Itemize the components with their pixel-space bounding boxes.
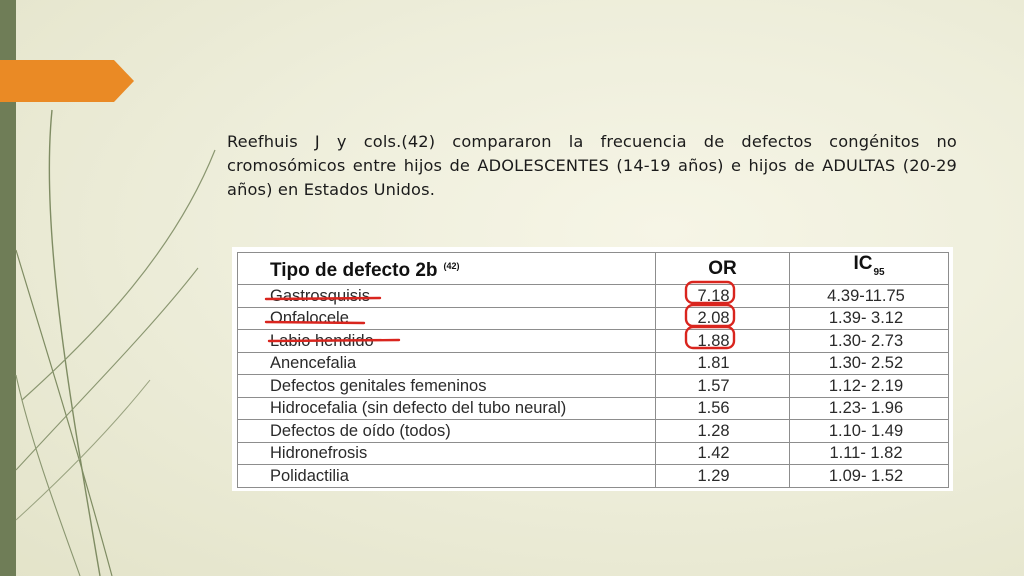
cell-ic: 1.10- 1.49 — [790, 420, 949, 443]
cell-or: 7.18 — [656, 285, 790, 308]
header-ic-label: IC — [853, 253, 873, 274]
cell-or: 2.08 — [656, 307, 790, 330]
cell-tipo: Hidrocefalia (sin defecto del tubo neural) — [238, 397, 656, 420]
cell-ic: 4.39-11.75 — [790, 285, 949, 308]
table-row — [238, 307, 949, 330]
table-row — [238, 465, 949, 488]
cell-ic: 1.23- 1.96 — [790, 397, 949, 420]
table-row — [238, 397, 949, 420]
cell-tipo: Labio hendido — [238, 330, 656, 353]
cell-tipo: Gastrosquisis — [238, 285, 656, 308]
defects-table — [237, 252, 949, 488]
table-row — [238, 375, 949, 398]
table-row — [238, 330, 949, 353]
header-tipo-label: Tipo de defecto 2b — [270, 260, 438, 281]
header-ic — [790, 253, 949, 285]
table-row — [238, 352, 949, 375]
cell-tipo: Polidactilia — [238, 465, 656, 488]
cell-or: 1.57 — [656, 375, 790, 398]
header-tipo-reference: (42) — [443, 261, 460, 271]
cell-or: 1.88 — [656, 330, 790, 353]
table-header-row — [238, 253, 949, 285]
cell-ic: 1.30- 2.73 — [790, 330, 949, 353]
cell-tipo: Defectos genitales femeninos — [238, 375, 656, 398]
cell-or: 1.28 — [656, 420, 790, 443]
cell-or: 1.81 — [656, 352, 790, 375]
header-ic-subscript: 95 — [873, 267, 885, 278]
cell-ic: 1.39- 3.12 — [790, 307, 949, 330]
cell-or: 1.42 — [656, 442, 790, 465]
cell-ic: 1.12- 2.19 — [790, 375, 949, 398]
table-row — [238, 420, 949, 443]
cell-ic: 1.30- 2.52 — [790, 352, 949, 375]
cell-tipo: Defectos de oído (todos) — [238, 420, 656, 443]
orange-arrow-tab — [0, 60, 134, 102]
cell-or: 1.29 — [656, 465, 790, 488]
cell-tipo: Onfalocele — [238, 307, 656, 330]
cell-ic: 1.09- 1.52 — [790, 465, 949, 488]
cell-tipo: Anencefalia — [238, 352, 656, 375]
defects-table-figure — [233, 248, 952, 490]
table-row — [238, 285, 949, 308]
table-row — [238, 442, 949, 465]
cell-or: 1.56 — [656, 397, 790, 420]
cell-tipo: Hidronefrosis — [238, 442, 656, 465]
slide-body-text: Reefhuis J y cols.(42) compararon la frecuencia de defectos congénitos no cromosómicos entre hijos de ADOLESCENTES (14-19 años) e hijos de ADULTAS (20-29 años) en Estados Unidos. — [227, 132, 957, 199]
cell-ic: 1.11- 1.82 — [790, 442, 949, 465]
header-or: OR — [656, 253, 790, 285]
header-tipo-defecto — [238, 253, 656, 285]
